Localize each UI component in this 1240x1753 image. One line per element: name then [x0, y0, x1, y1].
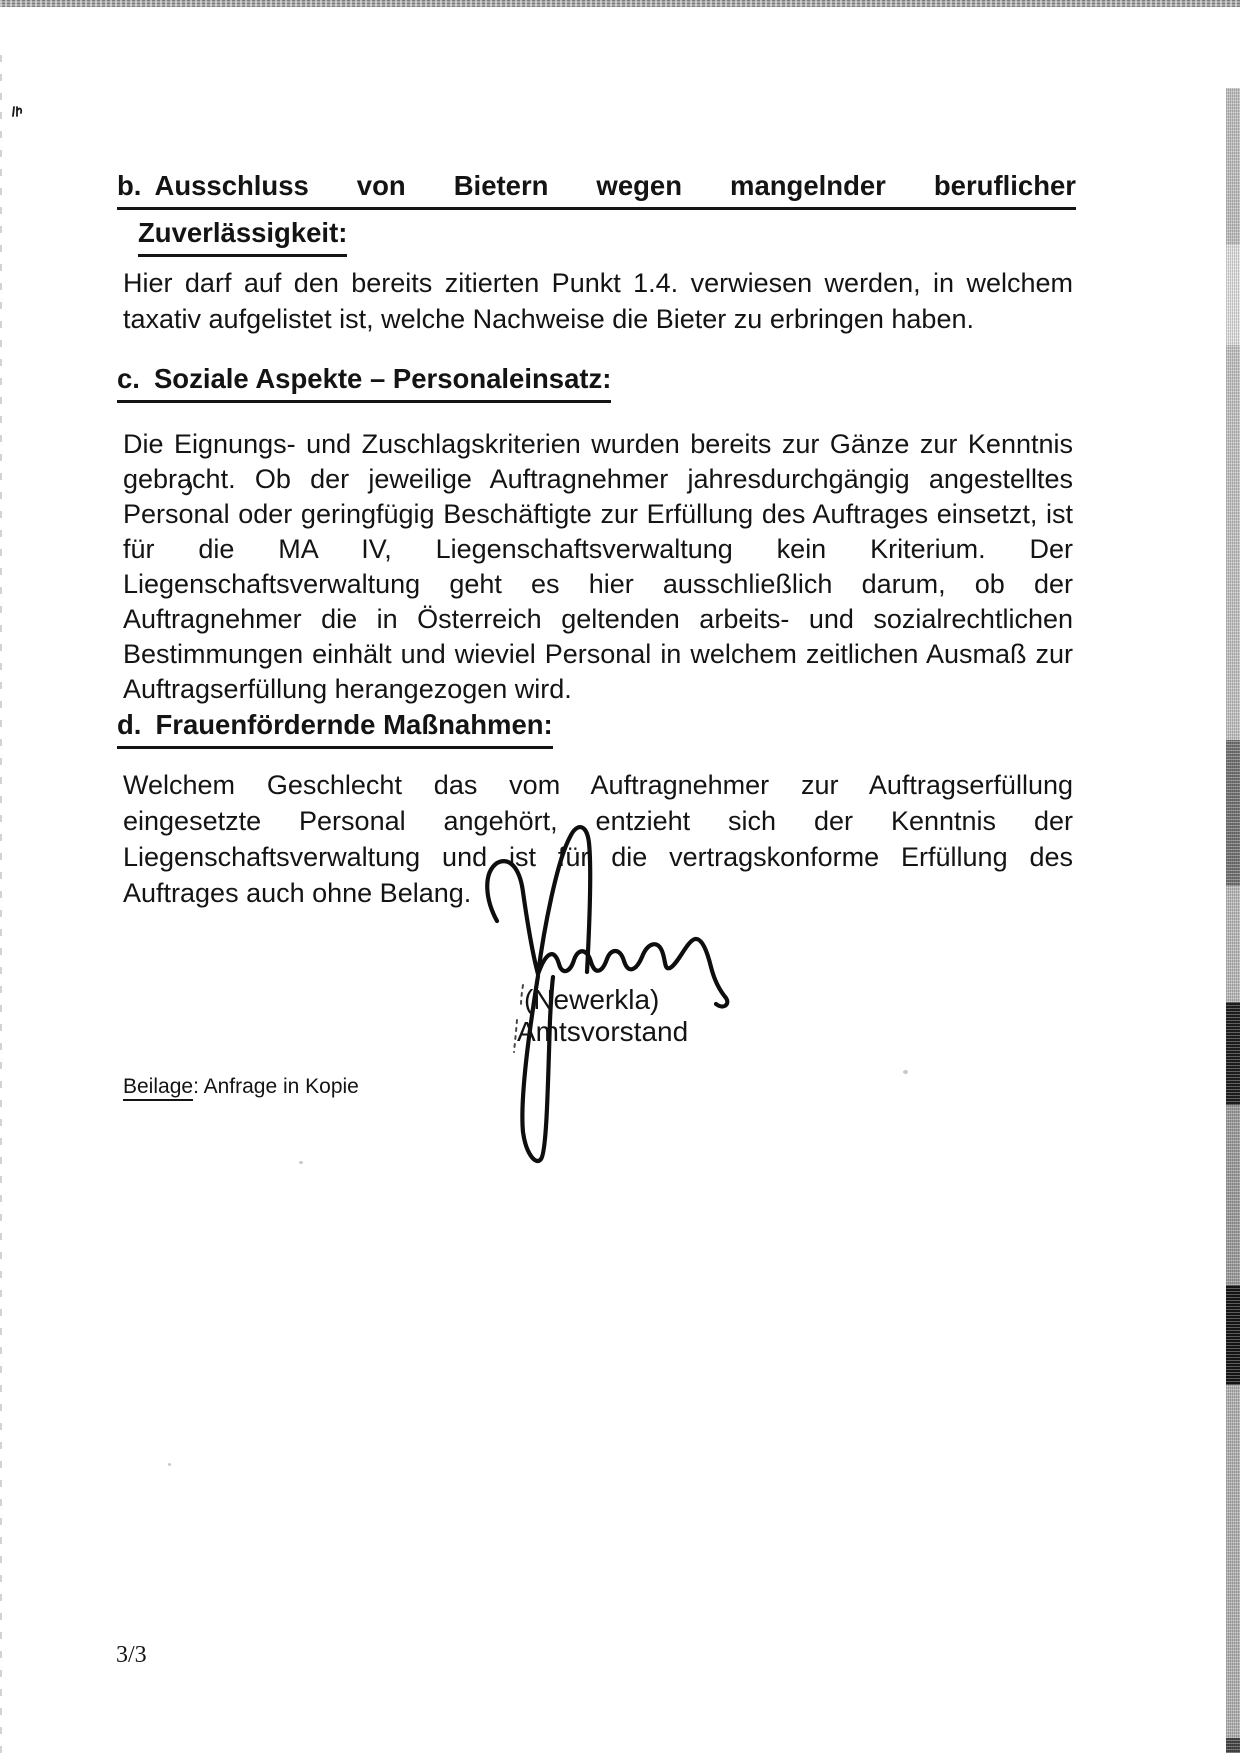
paragraph-line: für die MA IV, Liegenschaftsverwaltung kein Kriterium. Der	[123, 534, 1073, 564]
paragraph-line: Die Eignungs- und Zuschlagskriterien wurden bereits zur Gänze zur Kenntnis	[123, 429, 1073, 459]
section-d-heading	[117, 707, 553, 749]
paragraph-line: gebracht. Ob der jeweilige Auftragnehmer jahresdurchgängig angestelltes	[123, 464, 1073, 494]
paragraph-line: Liegenschaftsverwaltung geht es hier ausschließlich darum, ob der	[123, 569, 1073, 599]
section-c-marker: c.	[117, 363, 140, 394]
scan-edge-right-segment	[1226, 1002, 1240, 1105]
attachment-text: : Anfrage in Kopie	[193, 1075, 359, 1098]
scan-edge-right-segment	[1226, 886, 1240, 1002]
scan-speck	[299, 1161, 303, 1164]
section-d-heading-text: Frauenfördernde Maßnahmen:	[155, 709, 553, 740]
section-b-heading	[117, 168, 1076, 257]
paragraph-line: Personal oder geringfügig Beschäftigte zur Erfüllung des Auftrages einsetzt, ist	[123, 499, 1073, 529]
scan-edge-right-segment	[1226, 1385, 1240, 1738]
scan-speck	[903, 1070, 908, 1074]
scan-edge-right-segment	[1226, 245, 1240, 345]
section-b-heading-line2: Zuverlässigkeit:	[138, 215, 1076, 257]
paragraph-line: taxativ aufgelistet ist, welche Nachweise die Bieter zu erbringen haben.	[123, 304, 974, 334]
paragraph-line: Hier darf auf den bereits zitierten Punkt 1.4. verwiesen werden, in welchem	[123, 268, 1073, 298]
section-c-paragraph	[123, 427, 1073, 707]
scan-speck	[168, 1463, 171, 1466]
paragraph-line: Bestimmungen einhält und wieviel Personal in welchem zeitlichen Ausmaß zur	[123, 639, 1073, 669]
scan-edge-right-segment	[1226, 345, 1240, 740]
scan-edge-right-segment	[1226, 1285, 1240, 1385]
scan-edge-right-segment	[1226, 740, 1240, 886]
scan-edge-right-segment	[1226, 1738, 1240, 1753]
paragraph-line: Liegenschaftsverwaltung und ist für die vertragskonforme Erfüllung des	[123, 842, 1073, 872]
scan-edge-right-segment	[1226, 88, 1240, 245]
section-b-heading-line1	[117, 168, 1076, 210]
page-number: 3/3	[116, 1642, 147, 1668]
section-c-heading-text: Soziale Aspekte – Personaleinsatz:	[153, 363, 612, 394]
scan-edge-right-segment	[1226, 1105, 1240, 1285]
section-d-marker: d.	[117, 709, 142, 740]
section-b-paragraph	[123, 265, 1073, 337]
scan-edge-top	[0, 0, 1240, 7]
attachment-note	[123, 1074, 359, 1100]
paragraph-line: Auftragnehmer die in Österreich geltenden arbeits- und sozialrechtlichen	[123, 604, 1073, 634]
attachment-label: Beilage	[123, 1075, 193, 1101]
paragraph-line: eingesetzte Personal angehört, entzieht sich der Kenntnis der	[123, 806, 1073, 836]
paragraph-line: Welchem Geschlecht das vom Auftragnehmer zur Auftragserfüllung	[123, 770, 1073, 800]
paragraph-line: Auftragserfüllung herangezogen wird.	[123, 674, 572, 704]
section-b-heading-text: Ausschluss von Bietern wegen mangelnder beruflicher	[154, 170, 1076, 201]
scan-mark-top-left	[13, 107, 21, 116]
paragraph-line: Auftrages auch ohne Belang.	[123, 878, 472, 908]
section-d-paragraph	[123, 767, 1073, 911]
section-b-marker: b.	[117, 170, 142, 201]
signer-name: (Newerkla)	[524, 984, 660, 1015]
signer-role: Amtsvorstand	[517, 1016, 689, 1047]
section-c-heading	[117, 361, 611, 403]
scan-edge-left	[0, 55, 2, 1753]
